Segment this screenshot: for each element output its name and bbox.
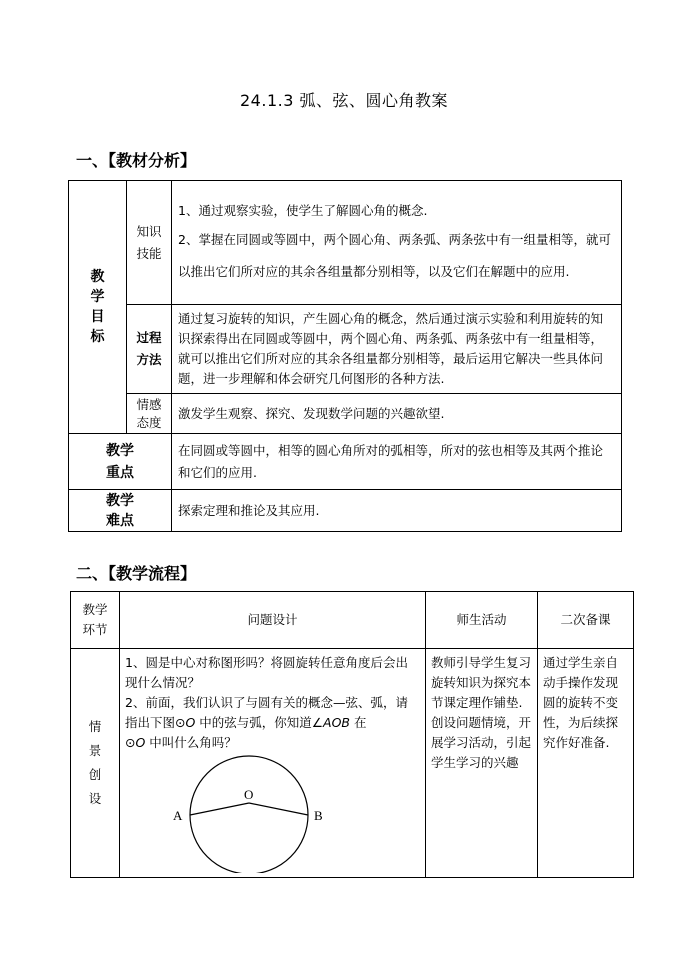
teacher-student-activity-cell: 教师引导学生复习旋转知识为探究本节课定理作铺垫.创设问题情境，开展学习活动，引起学生学习的兴趣 — [426, 649, 538, 878]
question-1: 1、圆是中心对称图形吗？将圆旋转任意角度后会出现什么情况？ — [125, 655, 408, 690]
emotion-attitude-label: 情感 态度 — [127, 394, 172, 434]
teaching-flow-table — [70, 591, 634, 878]
process-method-label: 过程 方法 — [127, 305, 172, 394]
label-o: O — [244, 787, 254, 802]
stage-scenario-label: 情 景 创 设 — [71, 649, 120, 878]
second-prep-cell: 通过学生亲自动手操作发现圆的旋转不变性，为后续探究作好准备. — [538, 649, 634, 878]
knowledge-skill-content: 1、通过观察实验，使学生了解圆心角的概念. 2、掌握在同圆或等圆中，两个圆心角、两条弧、两条弦中有一组量相等，就可以推出它们所对应的其余各组量都分别相等，以及它们在解题中的应用. — [172, 181, 622, 305]
label-b: B — [314, 808, 323, 823]
section-heading-process: 二、【教学流程】 — [76, 564, 197, 583]
question-design-cell — [120, 649, 426, 878]
teaching-goal-label: 教 学 目 标 — [69, 181, 127, 434]
circle-figure — [125, 753, 421, 873]
process-method-content: 通过复习旋转的知识，产生圆心角的概念，然后通过演示实验和利用旋转的知识探索得出在同圆或等圆中，两个圆心角、两条弧、两条弦中有一组量相等，就可以推出它们所对应的其余各组量都分别相等，最后运用它解决一些具体问题，进一步理解和体会研究几何图形的各种方法. — [172, 305, 622, 394]
header-question-design: 问题设计 — [120, 592, 426, 649]
analysis-table — [68, 180, 622, 532]
chord-ob — [249, 803, 308, 815]
header-stage: 教学 环节 — [71, 592, 120, 649]
section-heading-analysis: 一、【教材分析】 — [76, 151, 197, 170]
circle-o — [190, 756, 308, 873]
key-point-content: 在同圆或等圆中，相等的圆心角所对的弧相等，所对的弦也相等及其两个推论和它们的应用. — [172, 434, 622, 490]
knowledge-skill-label: 知识 技能 — [127, 181, 172, 305]
emotion-attitude-content: 激发学生观察、探究、发现数学问题的兴趣欲望. — [172, 394, 622, 434]
chord-ao — [190, 803, 249, 815]
label-a: A — [173, 808, 183, 823]
document-title: 24.1.3 弧、弦、圆心角教案 — [240, 91, 448, 110]
header-second-prep: 二次备课 — [538, 592, 634, 649]
difficulty-content: 探索定理和推论及其应用. — [172, 490, 622, 532]
difficulty-label: 教学 难点 — [69, 490, 172, 532]
key-point-label: 教学 重点 — [69, 434, 172, 490]
header-teacher-student: 师生活动 — [426, 592, 538, 649]
question-2: 2、前面，我们认识了与圆有关的概念—弦、弧，请指出下图⊙O 中的弦与弧，你知道∠AOB 在 ⊙O 中叫什么角吗？ — [125, 695, 408, 750]
